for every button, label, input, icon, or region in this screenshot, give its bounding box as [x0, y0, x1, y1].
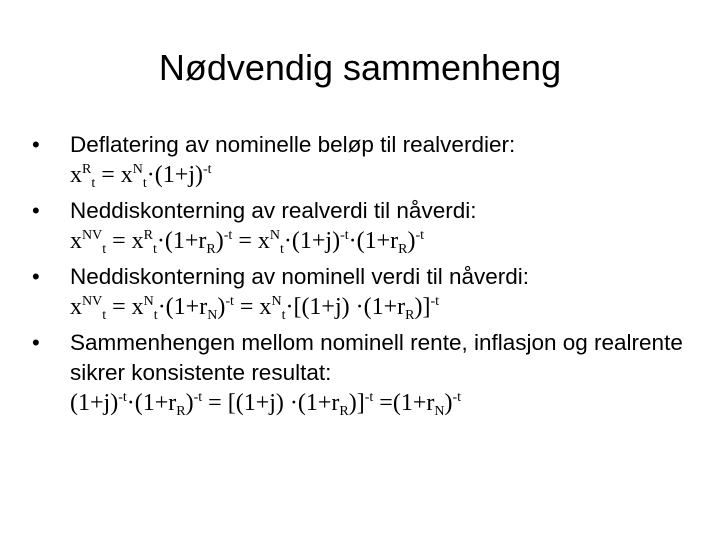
formula-subscript: t [91, 176, 96, 191]
bullet-text: Sammenhengen mellom nominell rente, inflasjon og realrente sikrer konsistente resultat: [70, 330, 683, 385]
formula-text: ·(1+r [126, 390, 177, 416]
formula-superscript: N [132, 162, 143, 177]
formula-superscript: -t [193, 390, 203, 405]
formula-text: (1+j) [70, 390, 119, 416]
bullet-item [30, 262, 700, 322]
bullet-item [30, 130, 700, 190]
formula-superscript: -t [340, 228, 349, 243]
bullet-text: Neddiskonterning av realverdi til nåverdi: [70, 198, 477, 223]
formula-text: =(1+r [373, 390, 435, 416]
formula-text: ·(1+r [157, 294, 208, 320]
formula-text: ·(1+r [348, 228, 399, 254]
formula-deflation [70, 160, 700, 190]
formula-text: ·(1+r [156, 228, 207, 254]
bullet-text: Neddiskonterning av nominell verdi til nåverdi: [70, 264, 529, 289]
formula-subscript: t [102, 242, 107, 257]
formula-subscript: N [434, 404, 445, 419]
formula-superscript: -t [202, 162, 212, 177]
formula-text: ·[(1+j) ·(1+r [285, 294, 406, 320]
bullet-item [30, 196, 700, 256]
bullet-dot-icon: • [32, 330, 40, 355]
formula-superscript: -t [430, 294, 440, 309]
formula-superscript: -t [118, 390, 127, 405]
formula-text: ) [407, 228, 416, 254]
formula-superscript: -t [364, 390, 374, 405]
formula-text: = x [106, 228, 144, 254]
formula-superscript: N [143, 294, 154, 309]
formula-text: ) [217, 294, 226, 320]
formula-text: x [70, 294, 82, 320]
formula-superscript: -t [452, 390, 462, 405]
formula-text: ) [185, 390, 194, 416]
formula-subscript: t [153, 242, 157, 257]
formula-nominal-discounting [70, 292, 700, 322]
formula-subscript: t [153, 308, 158, 323]
formula-text: = x [233, 294, 272, 320]
formula-subscript: R [405, 308, 415, 323]
formula-superscript: R [82, 162, 92, 177]
formula-consistency [70, 388, 700, 418]
bullet-item [30, 328, 700, 418]
formula-subscript: t [142, 176, 147, 191]
formula-superscript: R [143, 228, 154, 243]
formula-subscript: R [339, 404, 349, 419]
formula-text: )] [348, 390, 365, 416]
formula-text: ·(1+j) [283, 228, 341, 254]
formula-superscript: -t [225, 294, 234, 309]
formula-text: )] [414, 294, 431, 320]
formula-text: x [70, 228, 82, 254]
bullet-dot-icon: • [32, 198, 40, 223]
bullet-dot-icon: • [32, 264, 40, 289]
formula-subscript: t [280, 242, 284, 257]
formula-superscript: N [269, 228, 280, 243]
formula-subscript: N [207, 308, 218, 323]
formula-superscript: N [271, 294, 282, 309]
formula-text: = x [232, 228, 270, 254]
formula-superscript: -t [223, 228, 233, 243]
formula-real-discounting [70, 226, 700, 256]
formula-superscript: NV [82, 228, 103, 243]
slide-title: Nødvendig sammenheng [158, 47, 562, 88]
bullet-text: Deflatering av nominelle beløp til realverdier: [70, 132, 516, 157]
formula-text: = x [95, 162, 133, 188]
formula-text: = x [106, 294, 144, 320]
bullet-dot-icon: • [32, 132, 40, 157]
formula-subscript: t [281, 308, 286, 323]
formula-subscript: R [398, 242, 408, 257]
formula-superscript: NV [82, 294, 103, 309]
bullet-list [30, 130, 700, 424]
formula-text: ) [215, 228, 224, 254]
formula-text: x [70, 162, 82, 188]
formula-text: = [(1+j) ·(1+r [202, 390, 340, 416]
formula-subscript: t [102, 308, 107, 323]
formula-subscript: R [176, 404, 186, 419]
formula-text: ·(1+j) [146, 162, 203, 188]
formula-subscript: R [206, 242, 216, 257]
formula-text: ) [444, 390, 453, 416]
formula-superscript: -t [415, 228, 425, 243]
